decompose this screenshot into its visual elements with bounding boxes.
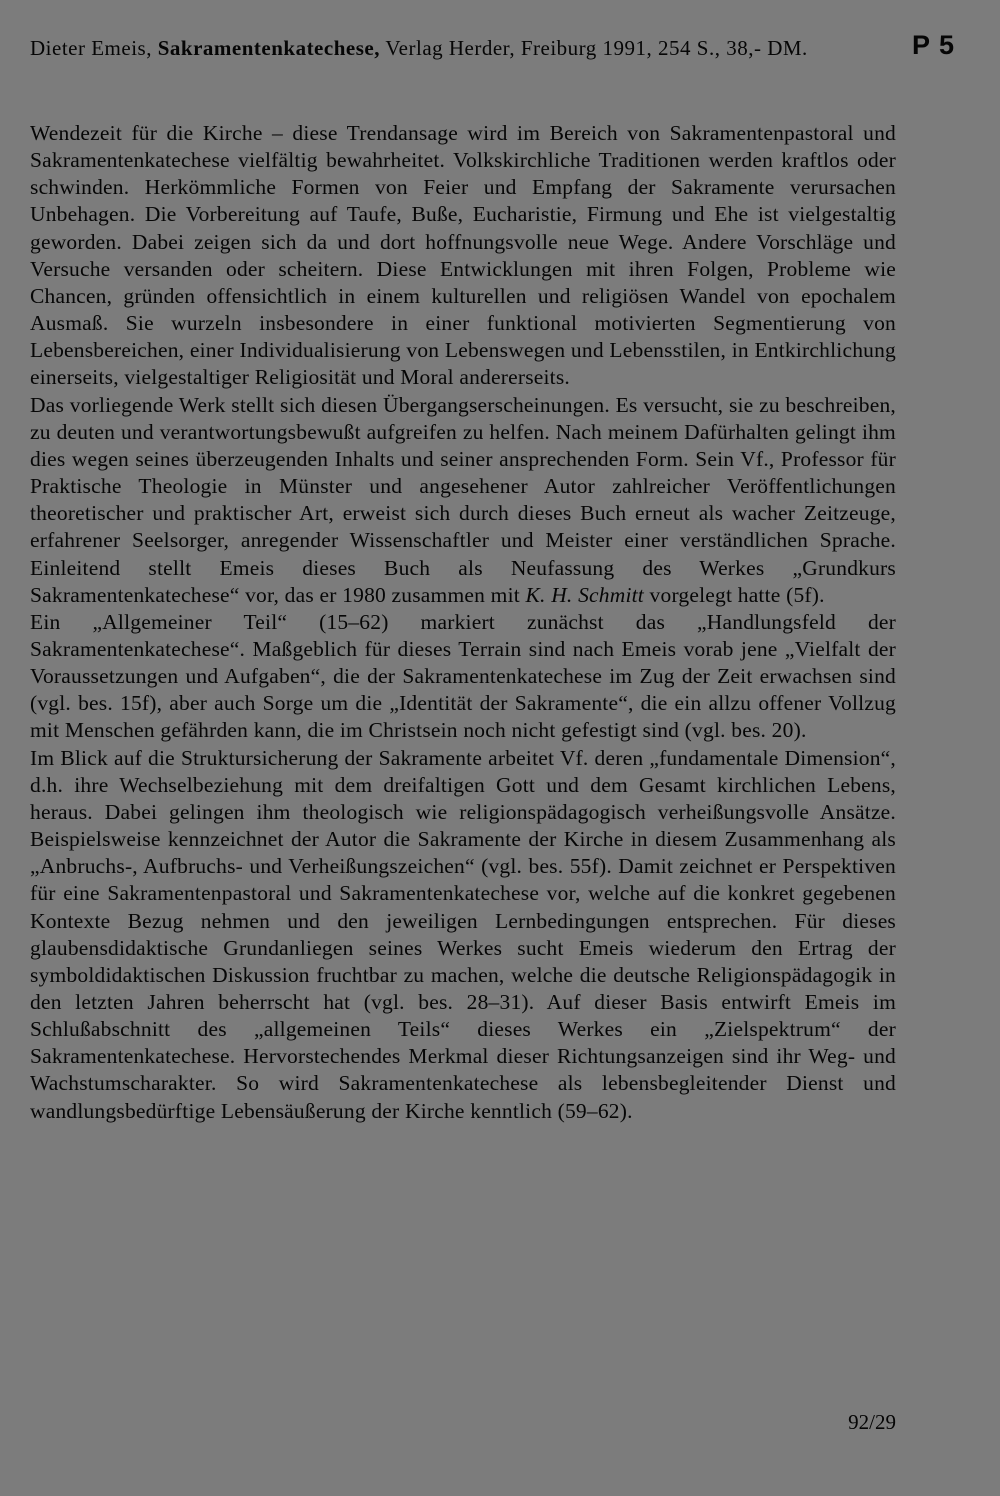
section-code: P 5 <box>912 30 956 60</box>
paragraph <box>30 609 896 745</box>
paragraph-text: Ein „Allgemeiner Teil“ (15–62) markiert zunächst das „Handlungsfeld der Sakramentenkatechese“. Maßgeblich für dieses Terrain sind nach Emeis vorab jene „Vielfalt der Voraussetzungen und Aufgaben“, die der Sakramentenkatechese im Zug der Zeit erwachsen sind (vgl. bes. 15f), aber auch Sorge um die „Identität der Sakramente“, die ein allzu offener Vollzug mit Menschen gefährden kann, die im Christsein noch nicht gefestigt sind (vgl. bes. 20). <box>30 609 896 743</box>
citation-publisher: Verlag Herder, Freiburg 1991, 254 S., 38,- DM. <box>385 36 808 60</box>
paragraph-text: vorgelegt hatte (5f). <box>643 582 825 607</box>
paragraph <box>30 392 896 609</box>
paragraph-text: Wendezeit für die Kirche – diese Trendansage wird im Bereich von Sakramentenpastoral und Sakramentenkatechese vielfältig bewahrheitet. Volkskirchliche Traditionen werden kraftlos oder schwinden. Herkömmliche Formen von Feier und Empfang der Sakramente verursachen Unbehagen. Die Vorbereitung auf Taufe, Buße, Eucharistie, Firmung und Ehe ist vielgestaltig geworden. Dabei zeigen sich da und dort hoffnungsvolle neue Wege. Andere Vorschläge und Versuche versanden oder scheitern. Diese Entwicklungen mit ihren Folgen, Probleme wie Chancen, gründen offensichtlich in einem kulturellen und religiösen Wandel von epochalem Ausmaß. Sie wurzeln insbesondere in einer funktional motivierten Segmentierung von Lebensbereichen, einer Individualisierung von Lebenswegen und Lebensstilen, in Entkirchlichung einerseits, vielgestaltiger Religiosität und Moral andererseits. <box>30 121 896 390</box>
paragraph-text: Das vorliegende Werk stellt sich diesen Übergangserscheinungen. Es versucht, sie zu beschreiben, zu deuten und verantwortungsbewußt aufgreifen zu helfen. Nach meinem Dafürhalten gelingt ihm dies wegen seines überzeugenden Inhalts und seiner ansprechenden Form. Sein Vf., Professor für Praktische Theologie in Münster und angesehener Autor zahlreicher Veröffentlichungen theoretischer und praktischer Art, erweist sich durch dieses Buch erneut als wacher Zeitzeuge, erfahrener Seelsorger, anregender Wissenschaftler und Meister einer verständlichen Sprache. Einleitend stellt Emeis dieses Buch als Neufassung des Werkes „Grundkurs Sakramentenkatechese“ vor, das er 1980 zusammen mit <box>30 392 896 607</box>
citation <box>30 34 880 62</box>
review-body <box>30 120 896 1125</box>
italic-name: K. H. Schmitt <box>525 582 644 607</box>
paragraph <box>30 745 896 1125</box>
page-number: 92/29 <box>848 1410 896 1434</box>
paragraph <box>30 120 896 392</box>
citation-title: Sakramentenkatechese, <box>157 36 380 60</box>
paragraph-text: Im Blick auf die Struktursicherung der Sakramente arbeitet Vf. deren „fundamentale Dimension“, d.h. ihre Wechselbeziehung mit dem dreifaltigen Gott und dem Gesamt kirchlichen Lebens, heraus. Dabei gelingen ihm theologisch wie religionspädagogisch verheißungsvolle Ansätze. Beispielsweise kennzeichnet der Autor die Sakramente der Kirche in diesem Zusammenhang als „Anbruchs-, Aufbruchs- und Verheißungszeichen“ (vgl. bes. 55f). Damit zeichnet er Perspektiven für eine Sakramentenpastoral und Sakramentenkatechese vor, welche auf die konkret gegebenen Kontexte Bezug nehmen und den jeweiligen Lernbedingungen entsprechen. Für dieses glaubensdidaktische Grundanliegen seines Werkes sucht Emeis wiederum den Ertrag der symboldidaktischen Diskussion fruchtbar zu machen, welche die deutsche Religionspädagogik in den letzten Jahren beherrscht hat (vgl. bes. 28–31). Auf dieser Basis entwirft Emeis im Schlußabschnitt des „allgemeinen Teils“ dieses Werkes ein „Zielspektrum“ der Sakramentenkatechese. Hervorstechendes Merkmal dieser Richtungsanzeigen sind ihr Weg- und Wachstumscharakter. So wird Sakramentenkatechese als lebensbegleitender Dienst und wandlungsbedürftige Lebensäußerung der Kirche kenntlich (59–62). <box>30 745 896 1123</box>
citation-author: Dieter Emeis, <box>30 36 152 60</box>
